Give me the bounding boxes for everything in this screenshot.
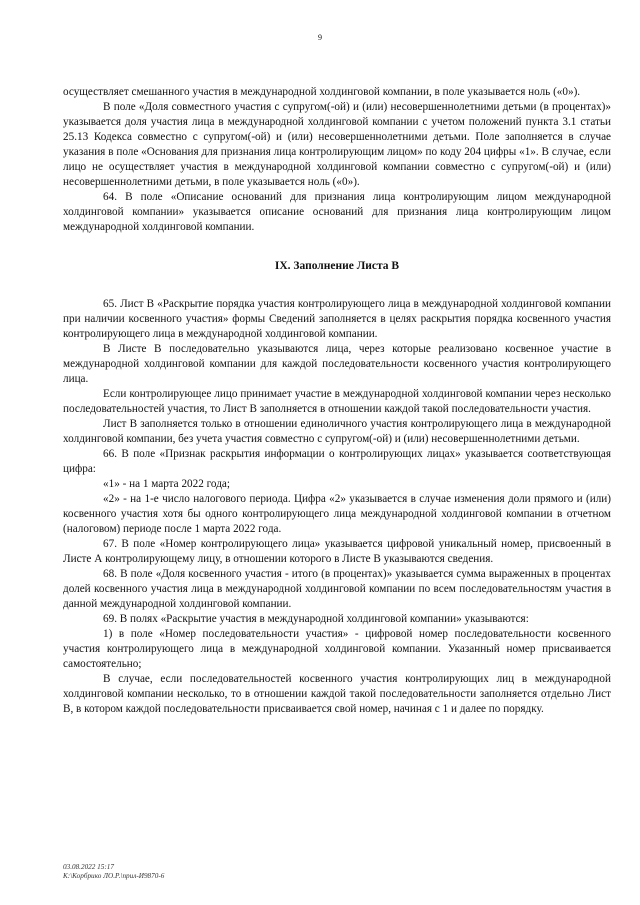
paragraph-sole-participation: Лист В заполняется только в отношении единоличного участия контролирующего лица в международной холдинговой компании, без учета участия совместно с супругом(-ой) и (или) несовершеннолетними детьми. (63, 418, 611, 445)
document-body (63, 85, 611, 717)
paragraph-continuation: осуществляет смешанного участия в международной холдинговой компании, в поле указывается ноль («0»). (63, 86, 581, 98)
paragraph-code-2: «2» - на 1-е число налогового периода. Цифра «2» указывается в случае изменения доли прямого и (или) косвенного участия хотя бы одного контролирующего лица международной холдинговой компании в отчетном (налоговом) периоде после 1 марта 2022 года. (63, 493, 611, 535)
paragraph-66: 66. В поле «Признак раскрытия информации о контролирующих лицах» указывается соответствующая цифра: (63, 448, 611, 475)
paragraph-joint-share: В поле «Доля совместного участия с супругом(-ой) и (или) несовершеннолетними детьми (в процентах)» указывается доля участия лица в международной холдинговой компании с учетом положений пункта 3.1 статьи 25.13 Кодекса совместно с супругом(-ой) и (или) несовершеннолетними детьми. Поле заполняется в случае указания в поле «Основания для признания лица контролирующим лицом» по коду 204 цифры «1». В случае, если лицо не осуществляет участия в международной холдинговой компании совместно с супругом(-ой) и (или) несовершеннолетними детьми, в поле указывается ноль («0»). (63, 101, 611, 188)
paragraph-69-item-1: 1) в поле «Номер последовательности участия» - цифровой номер последовательности косвенного участия контролирующего лица в международной холдинговой компании. Указанный номер присваивается самостоятельно; (63, 628, 611, 670)
paragraph-sequence-numbering: В случае, если последовательностей косвенного участия контролирующих лиц в международной холдинговой компании несколько, то в отношении каждой такой последовательности заполняется отдельно Лист В, в котором каждой последовательности присваивается свой номер, начиная с 1 и далее по порядку. (63, 673, 611, 715)
paragraph-sequence: В Листе В последовательно указываются лица, через которые реализовано косвенное участие в международной холдинговой компании для каждой последовательности косвенного участия контролирующего лица. (63, 343, 611, 385)
footer-stamp: К:\Корбрико ЛО.Р.\прил-И9870-6 (63, 872, 165, 880)
footer (63, 863, 164, 881)
footer-date: 03.08.2022 15:17 (63, 863, 114, 871)
paragraph-code-1: «1» - на 1 марта 2022 года; (103, 478, 230, 490)
paragraph-69: 69. В полях «Раскрытие участия в международной холдинговой компании» указываются: (103, 613, 529, 625)
paragraph-64: 64. В поле «Описание оснований для признания лица контролирующим лицом международной холдинговой компании» указывается описание оснований для признания лица контролирующим лицом международной холдинговой компании. (63, 191, 611, 233)
page-number: 9 (318, 33, 322, 42)
paragraph-67: 67. В поле «Номер контролирующего лица» указывается цифровой уникальный номер, присвоенный в Листе А контролирующему лицу, в отношении которого в Листе В указываются сведения. (63, 538, 611, 565)
paragraph-multiple-sequences: Если контролирующее лицо принимает участие в международной холдинговой компании через несколько последовательностей участия, то Лист В заполняется в отношении каждой такой последовательности участия. (63, 388, 611, 415)
paragraph-65: 65. Лист В «Раскрытие порядка участия контролирующего лица в международной холдинговой компании при наличии косвенного участия» формы Сведений заполняется в целях раскрытия порядка косвенного участия контролирующего лица в международной холдинговой компании. (63, 298, 611, 340)
section-heading: IX. Заполнение Листа В (274, 260, 400, 272)
paragraph-68: 68. В поле «Доля косвенного участия - итого (в процентах)» указывается сумма выраженных в процентах долей косвенного участия лица в международной холдинговой компании по всем последовательностям участия в данной международной холдинговой компании. (63, 568, 611, 610)
